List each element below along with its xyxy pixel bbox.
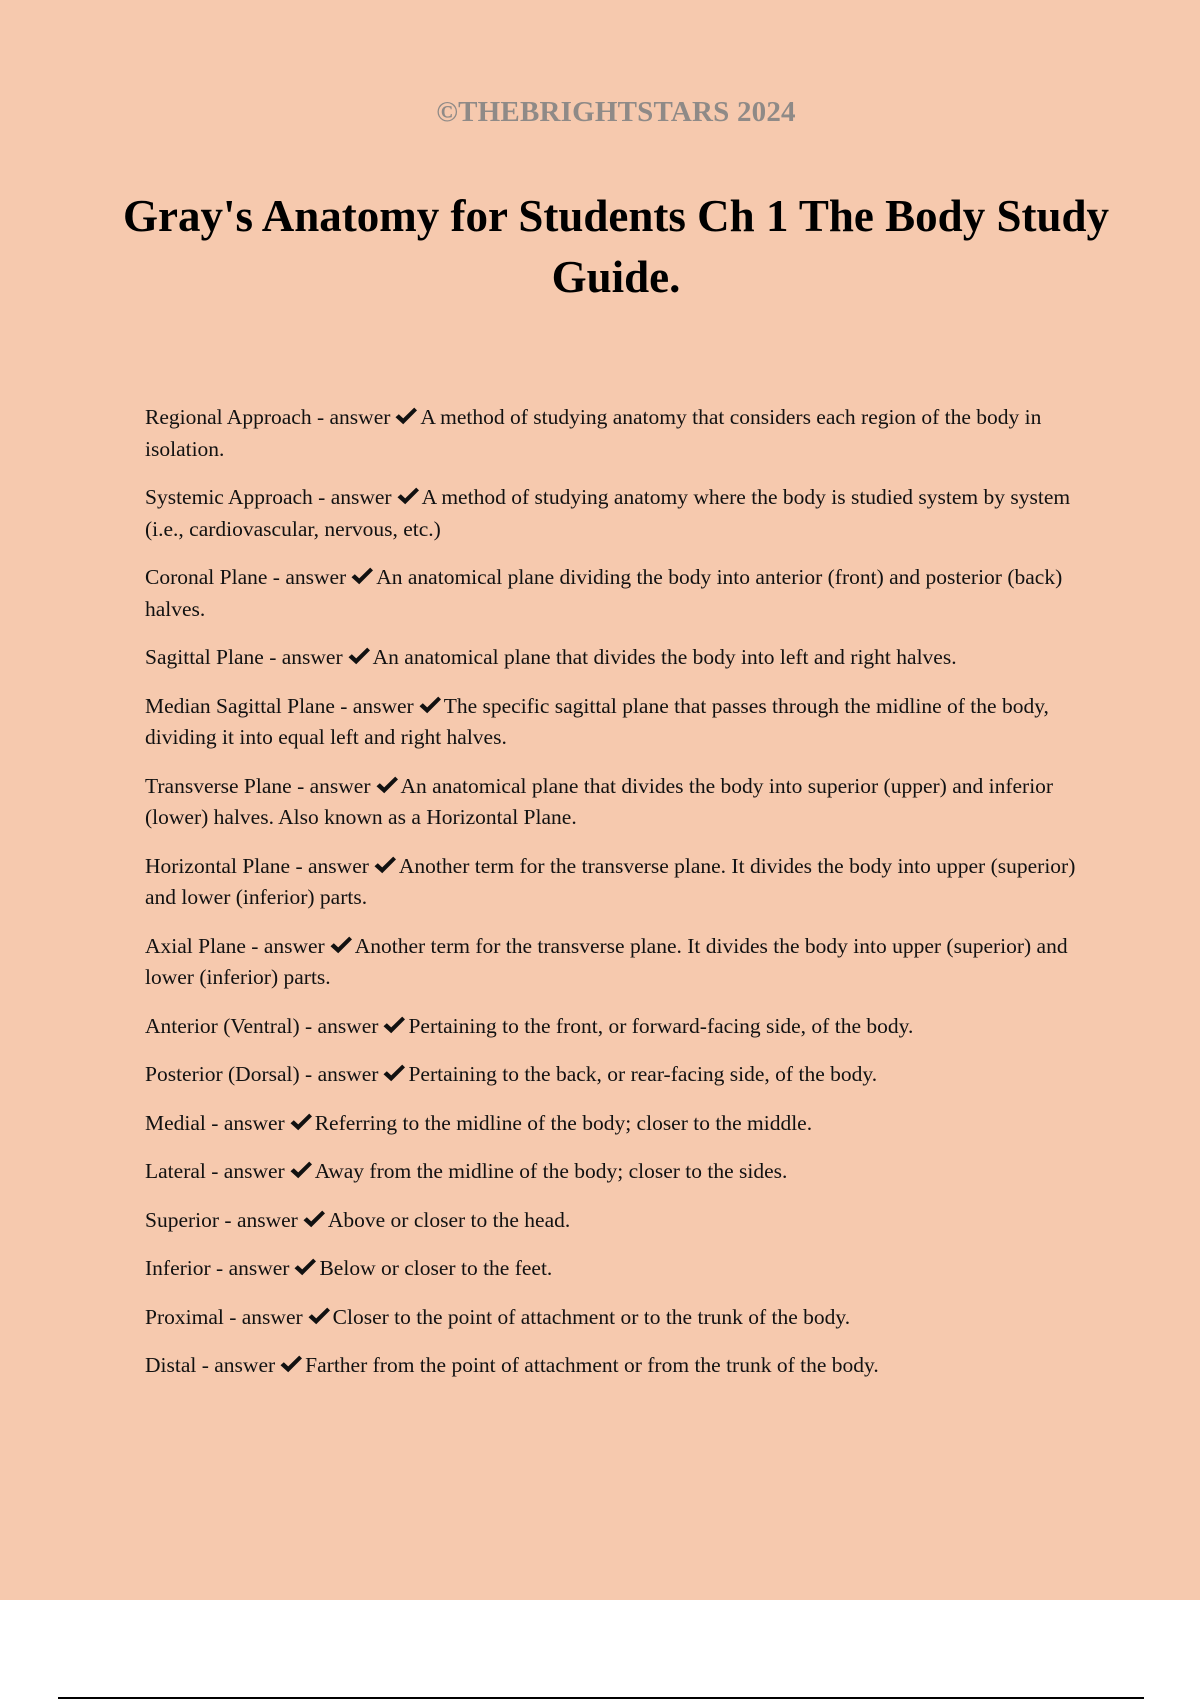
entry-term: Regional Approach	[145, 405, 312, 429]
entry-term: Systemic Approach	[145, 485, 313, 509]
study-guide-entry	[145, 402, 1095, 465]
entry-answer-label: - answer	[291, 773, 371, 798]
entry-answer-label: - answer	[299, 1013, 379, 1038]
entry-answer-label: - answer	[290, 853, 369, 878]
checkmark-icon	[329, 935, 353, 955]
entry-answer-label: - answer	[245, 933, 325, 958]
entry-term: Proximal	[145, 1304, 224, 1329]
entry-term: Inferior	[145, 1256, 211, 1280]
checkmark-icon	[418, 695, 442, 715]
entry-definition: Referring to the midline of the body; closer to the middle.	[314, 1110, 813, 1135]
entry-term: Distal	[145, 1353, 197, 1377]
entry-term: Posterior (Dorsal)	[145, 1062, 300, 1086]
checkmark-icon	[289, 1112, 313, 1132]
checkmark-icon	[396, 486, 420, 506]
entry-term: Anterior (Ventral)	[145, 1013, 300, 1038]
copyright-watermark: ©THEBRIGHTSTARS 2024	[436, 96, 796, 128]
entry-definition: Pertaining to the front, or forward-facing side, of the body.	[408, 1013, 914, 1038]
entry-answer-label: - answer	[311, 405, 391, 429]
entry-definition: Pertaining to the back, or rear-facing side, of the body.	[408, 1062, 878, 1086]
checkmark-icon	[373, 855, 397, 875]
study-guide-entry	[145, 562, 1095, 625]
study-guide-entry	[145, 1011, 1095, 1043]
entry-term: Sagittal Plane	[145, 645, 264, 669]
study-guide-entry	[145, 1302, 1095, 1334]
entry-definition: A method of studying anatomy that considers each region of the body in isolation.	[145, 405, 1042, 461]
study-guide-entry	[145, 931, 1095, 994]
checkmark-icon	[382, 1063, 406, 1083]
entry-answer-label: - answer	[263, 645, 343, 669]
entry-term: Transverse Plane	[145, 773, 292, 798]
entry-definition: An anatomical plane that divides the body into left and right halves.	[372, 645, 957, 669]
entry-answer-label: - answer	[205, 1159, 285, 1183]
entry-term: Median Sagittal Plane	[145, 693, 335, 718]
entry-answer-label: - answer	[219, 1207, 298, 1232]
entry-definition: Away from the midline of the body; closer to the sides.	[314, 1159, 788, 1183]
entry-definition: An anatomical plane that divides the body into superior (upper) and inferior (lower) halves. Also known as a Horizontal Plane.	[145, 773, 1054, 829]
checkmark-icon	[375, 775, 399, 795]
study-guide-entry	[145, 1350, 1095, 1382]
study-guide-entry	[145, 1205, 1095, 1237]
entry-definition: Another term for the transverse plane. It divides the body into upper (superior) and lower (inferior) parts.	[145, 933, 1068, 989]
entry-answer-label: - answer	[205, 1110, 285, 1135]
entry-definition: Another term for the transverse plane. It divides the body into upper (superior) and lower (inferior) parts.	[145, 853, 1076, 909]
entry-answer-label: - answer	[210, 1256, 290, 1280]
entry-answer-label: - answer	[299, 1062, 379, 1086]
checkmark-icon	[289, 1160, 313, 1180]
study-guide-entry	[145, 1253, 1095, 1285]
entry-term: Axial Plane	[145, 933, 246, 958]
study-guide-entry	[145, 771, 1095, 834]
study-guide-entry	[145, 1059, 1095, 1091]
study-guide-entry	[145, 642, 1095, 674]
entry-definition: Closer to the point of attachment or to the trunk of the body.	[332, 1304, 851, 1329]
checkmark-icon	[307, 1306, 331, 1326]
checkmark-icon	[347, 646, 371, 666]
study-guide-list	[145, 402, 1095, 1382]
entry-definition: Below or closer to the feet.	[319, 1256, 553, 1280]
checkmark-icon	[302, 1209, 326, 1229]
entry-definition: Above or closer to the head.	[327, 1207, 571, 1232]
entry-definition: The specific sagittal plane that passes through the midline of the body, dividing it into equal left and right halves.	[145, 693, 1049, 749]
checkmark-icon	[394, 406, 418, 426]
checkmark-icon	[279, 1354, 303, 1374]
page-title: Gray's Anatomy for Students Ch 1 The Body Study Guide.	[122, 191, 1110, 302]
entry-answer-label: - answer	[196, 1353, 276, 1377]
entry-answer-label: - answer	[334, 693, 414, 718]
entry-term: Superior	[145, 1207, 220, 1232]
entry-definition: Farther from the point of attachment or from the trunk of the body.	[305, 1353, 879, 1377]
study-guide-entry	[145, 691, 1095, 754]
entry-term: Coronal Plane	[145, 565, 268, 589]
footer-divider	[58, 1697, 1144, 1699]
study-guide-entry	[145, 1156, 1095, 1188]
checkmark-icon	[293, 1257, 317, 1277]
entry-answer-label: - answer	[223, 1304, 303, 1329]
entry-definition: A method of studying anatomy where the body is studied system by system (i.e., cardiovascular, nervous, etc.)	[145, 485, 1071, 541]
entry-term: Horizontal Plane	[145, 853, 291, 878]
checkmark-icon	[382, 1015, 406, 1035]
study-guide-entry	[145, 482, 1095, 545]
entry-definition: An anatomical plane dividing the body into anterior (front) and posterior (back) halves.	[145, 565, 1063, 621]
study-guide-entry	[145, 1108, 1095, 1140]
entry-term: Medial	[145, 1110, 206, 1135]
entry-answer-label: - answer	[267, 565, 347, 589]
study-guide-entry	[145, 851, 1095, 914]
entry-answer-label: - answer	[312, 485, 392, 509]
entry-term: Lateral	[145, 1159, 206, 1183]
checkmark-icon	[350, 566, 374, 586]
